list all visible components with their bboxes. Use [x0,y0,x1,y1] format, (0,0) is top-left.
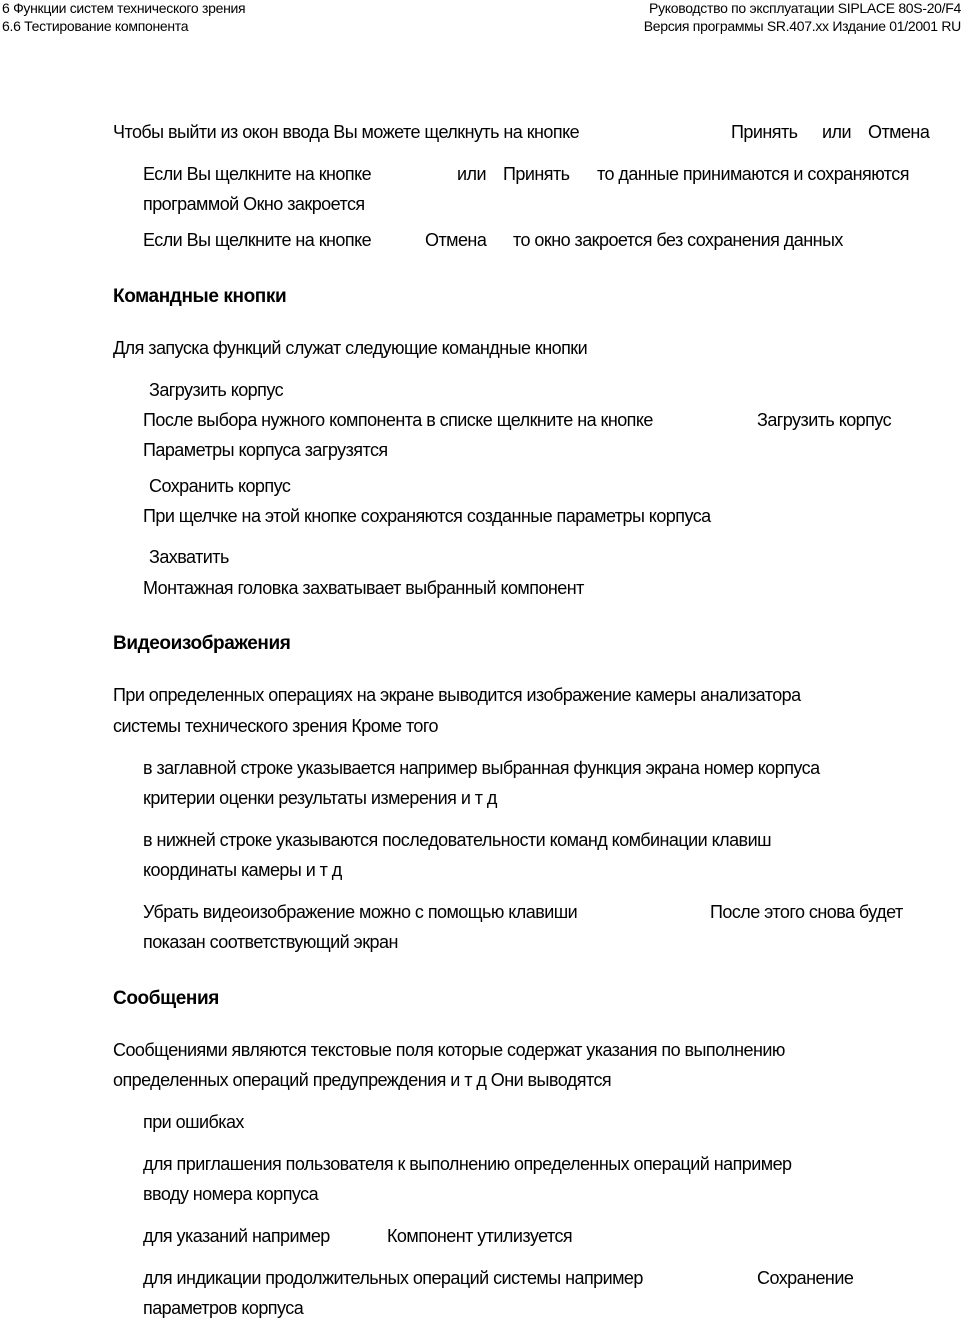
list-item: Убрать видеоизображение можно с помощью клавиши [143,902,578,922]
paragraph: При определенных операциях на экране выводится изображение камеры анализатора [113,685,801,705]
section-heading: Командные кнопки [113,286,287,307]
text: или [822,122,851,142]
command-desc: Параметры корпуса загрузятся [143,440,388,460]
list-item: показан соответствующий экран [143,932,398,952]
list-item: в нижней строке указываются последовательности команд комбинации клавиш [143,830,771,850]
command-title: Сохранить корпус [149,476,291,496]
message-example: Компонент утилизуется [387,1226,573,1246]
list-item: координаты камеры и т д [143,860,342,880]
list-item: Если Вы щелкните на кнопке [143,164,372,184]
list-item: в заглавной строке указывается например выбранная функция экрана номер корпуса [143,758,820,778]
accept-label: Принять [731,122,798,142]
message-example: Сохранение [757,1268,854,1288]
header-manual: Руководство по эксплуатации SIPLACE 80S-20/F4 [649,0,961,16]
command-desc: Монтажная головка захватывает выбранный компонент [143,578,584,598]
message-example: параметров корпуса [143,1298,304,1318]
list-item: для указаний например [143,1226,330,1246]
paragraph: Для запуска функций служат следующие командные кнопки [113,338,588,358]
accept-label: Принять [503,164,570,184]
paragraph: системы технического зрения Кроме того [113,716,438,736]
cancel-label: Отмена [868,122,930,142]
cancel-label: Отмена [425,230,487,250]
paragraph: Чтобы выйти из окон ввода Вы можете щелкнуть на кнопке [113,122,580,142]
header-version: Версия программы SR.407.xx Издание 01/2001 RU [643,18,961,34]
section-heading: Сообщения [113,988,219,1009]
text: программой Окно закроется [143,194,365,214]
section-heading: Видеоизображения [113,633,291,654]
command-label: Загрузить корпус [757,410,892,430]
header-section: 6.6 Тестирование компонента [2,18,189,34]
text: или [457,164,486,184]
command-title: Захватить [149,547,229,567]
list-item: для приглашения пользователя к выполнению определенных операций например [143,1154,792,1174]
text: то окно закроется без сохранения данных [513,230,843,250]
text: После этого снова будет [710,902,903,922]
command-desc: После выбора нужного компонента в списке щелкните на кнопке [143,410,653,430]
list-item: для индикации продолжительных операций системы например [143,1268,643,1288]
command-desc: При щелчке на этой кнопке сохраняются созданные параметры корпуса [143,506,711,526]
list-item: Если Вы щелкните на кнопке [143,230,372,250]
command-title: Загрузить корпус [149,380,284,400]
list-item: при ошибках [143,1112,244,1132]
list-item: вводу номера корпуса [143,1184,319,1204]
list-item: критерии оценки результаты измерения и т д [143,788,497,808]
header-chapter: 6 Функции систем технического зрения [2,0,246,16]
text: то данные принимаются и сохраняются [597,164,909,184]
paragraph: определенных операций предупреждения и т д Они выводятся [113,1070,612,1090]
paragraph: Сообщениями являются текстовые поля которые содержат указания по выполнению [113,1040,785,1060]
